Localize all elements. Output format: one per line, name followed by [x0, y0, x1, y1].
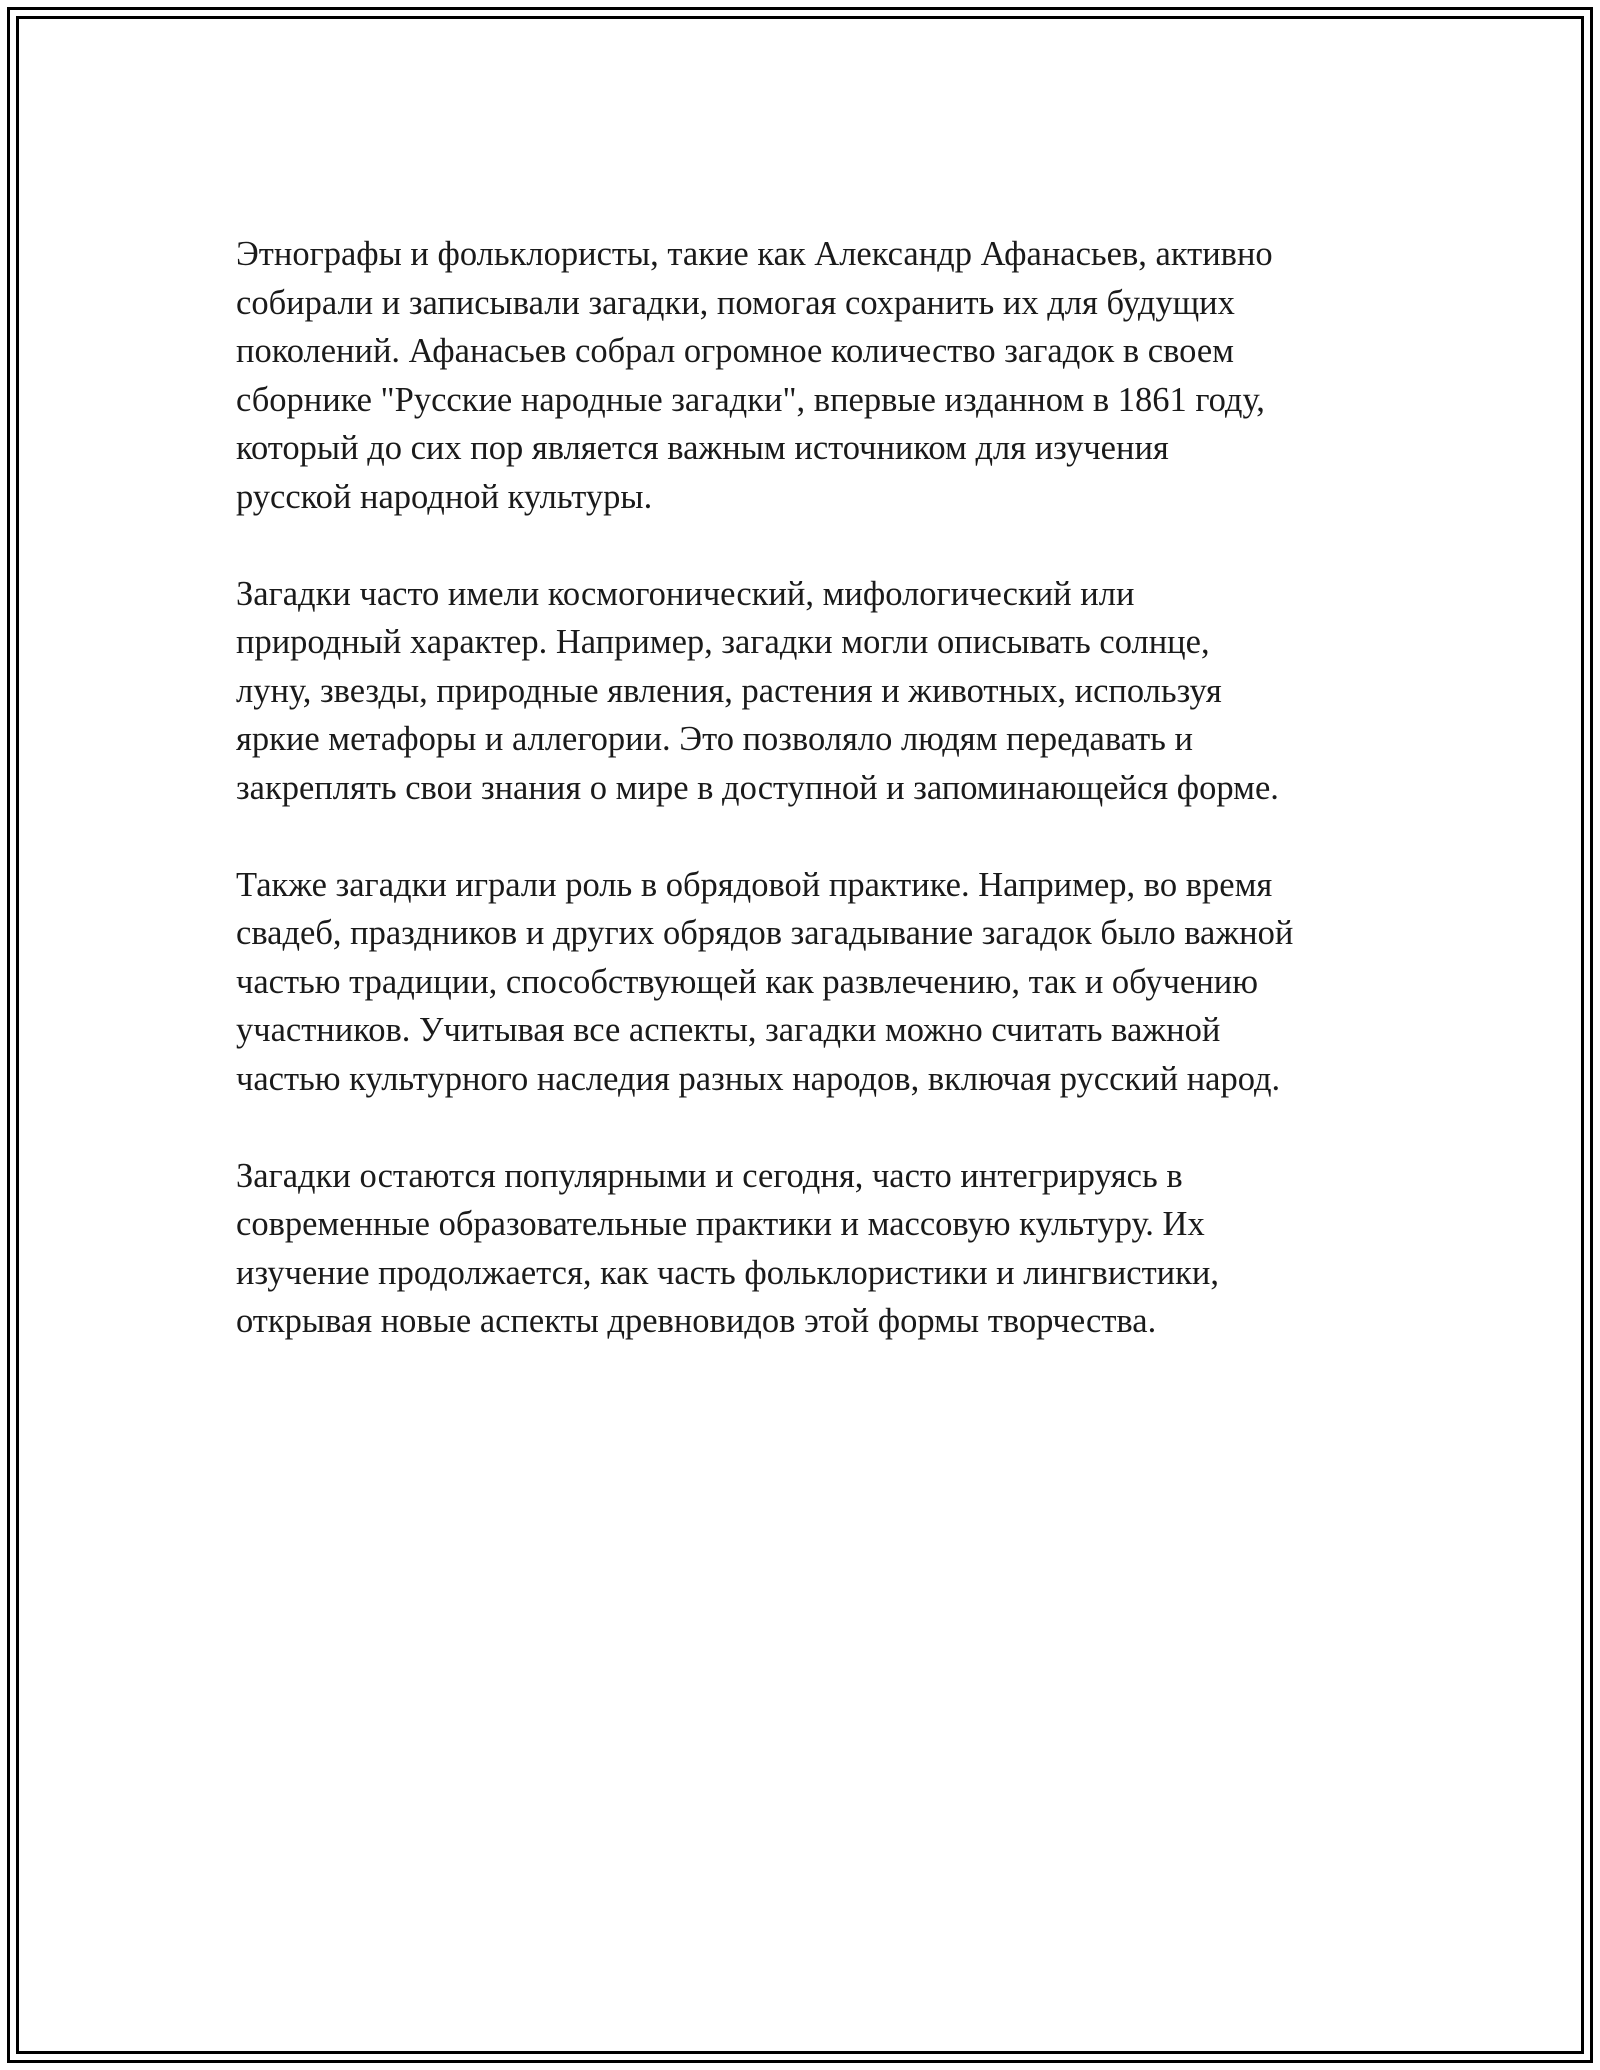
text-line: русской народной культуры. — [236, 477, 653, 516]
text-line: закреплять свои знания о мире в доступной и запоминающейся форме. — [236, 768, 1279, 807]
paragraph-rituals — [236, 861, 1396, 1104]
text-line: луну, звезды, природные явления, растения и животных, используя — [236, 671, 1222, 710]
text-line: поколений. Афанасьев собрал огромное количество загадок в своем — [236, 332, 1234, 370]
text-line: яркие метафоры и аллегории. Это позволяло людям передавать и — [236, 720, 1193, 758]
text-line: свадеб, праздников и других обрядов загадывание загадок было важной — [236, 914, 1294, 952]
text-line: современные образовательные практики и массовую культуру. Их — [236, 1205, 1205, 1243]
document-body — [236, 230, 1396, 1394]
text-line: участников. Учитывая все аспекты, загадки можно считать важной — [236, 1011, 1221, 1049]
paragraph-afanasyev — [236, 230, 1396, 521]
text-line: Загадки остаются популярными и сегодня, часто интегрируясь в — [236, 1156, 1183, 1195]
text-line: открывая новые аспекты древновидов этой формы творчества. — [236, 1302, 1157, 1340]
text-line: Загадки часто имели космогонический, мифологический или — [236, 574, 1135, 613]
text-line: который до сих пор является важным источником для изучения — [236, 429, 1169, 467]
text-line: частью культурного наследия разных народов, включая русский народ. — [236, 1059, 1281, 1098]
text-line: природный характер. Например, загадки могли описывать солнце, — [236, 623, 1210, 661]
text-line: частью традиции, способствующей как развлечению, так и обучению — [236, 962, 1259, 1001]
text-line: изучение продолжается, как часть фольклористики и лингвистики, — [236, 1253, 1219, 1292]
text-line: сборнике "Русские народные загадки", впервые изданном в 1861 году, — [236, 380, 1265, 419]
text-line: собирали и записывали загадки, помогая сохранить их для будущих — [236, 283, 1235, 322]
paragraph-cosmogonic — [236, 570, 1396, 813]
paragraph-modern — [236, 1152, 1396, 1346]
text-line: Также загадки играли роль в обрядовой практике. Например, во время — [236, 865, 1273, 904]
text-line: Этнографы и фольклористы, такие как Александр Афанасьев, активно — [236, 235, 1273, 273]
